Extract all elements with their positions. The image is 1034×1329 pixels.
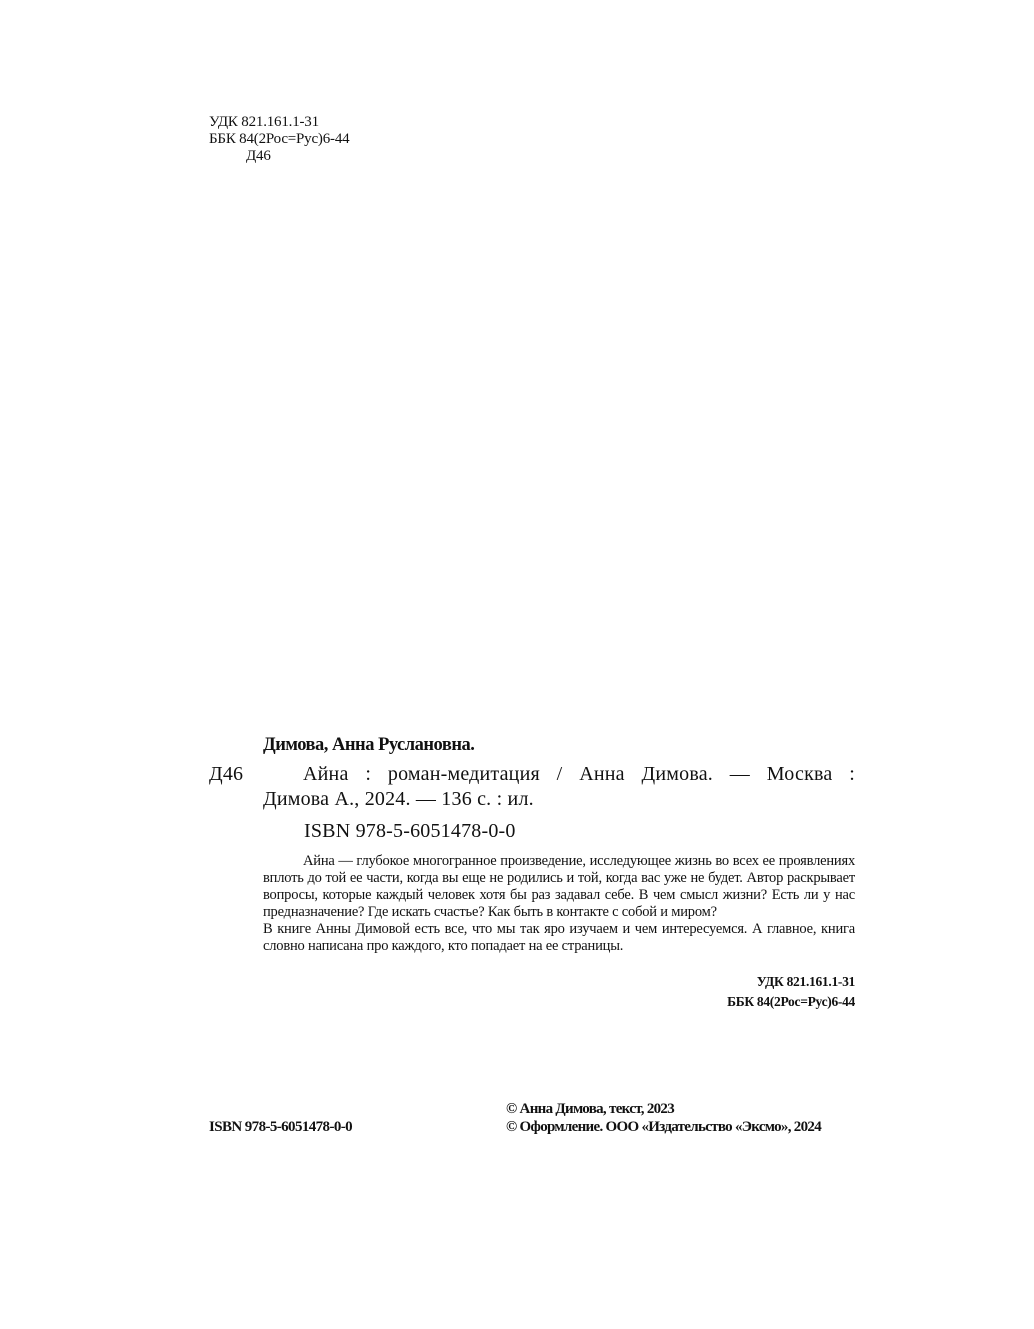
card-udk-code: УДК 821.161.1-31	[756, 974, 855, 989]
classification-top	[209, 114, 349, 165]
card-description	[263, 762, 855, 812]
card-description-line1: Айна : роман-медитация / Анна Димова. — Москва :	[303, 763, 855, 785]
copyright-design: © Оформление. ООО «Издательство «Эксмо», 2024	[506, 1119, 821, 1135]
author-mark: Д46	[246, 148, 271, 164]
copyright-text: © Анна Димова, текст, 2023	[506, 1101, 675, 1117]
card-author-mark: Д46	[209, 763, 244, 785]
annotation	[263, 853, 855, 954]
card-author: Димова, Анна Руслановна.	[263, 735, 475, 755]
copyright-block	[506, 1100, 821, 1136]
annotation-paragraph-2: В книге Анны Димовой есть все, что мы так яро изучаем и чем интересуемся. А главное, книга словно написана про каждого, кто попадает на ее страницы.	[263, 920, 855, 954]
card-isbn: ISBN 978-5-6051478-0-0	[304, 820, 516, 842]
card-description-line2: Димова А., 2024. — 136 с. : ил.	[263, 788, 534, 810]
annotation-paragraph-1: Айна — глубокое многогранное произведение, исследующее жизнь во всех ее проявлениях вплоть до той ее части, когда вы еще не родились и той, когда вас уже не будет. Автор раскрывает вопросы, которые каждый человек хотя бы раз задавал себе. В чем смысл жизни? Есть ли у нас предназначение? Где искать счастье? Как быть в контакте с собой и миром?	[263, 853, 855, 920]
bbk-code: ББК 84(2Рос=Рус)6-44	[209, 131, 350, 147]
card-bbk-code: ББК 84(2Рос=Рус)6-44	[727, 994, 855, 1009]
imprint-isbn: ISBN 978-5-6051478-0-0	[209, 1119, 353, 1135]
classification-card	[727, 972, 855, 1012]
udk-code: УДК 821.161.1-31	[209, 114, 319, 130]
